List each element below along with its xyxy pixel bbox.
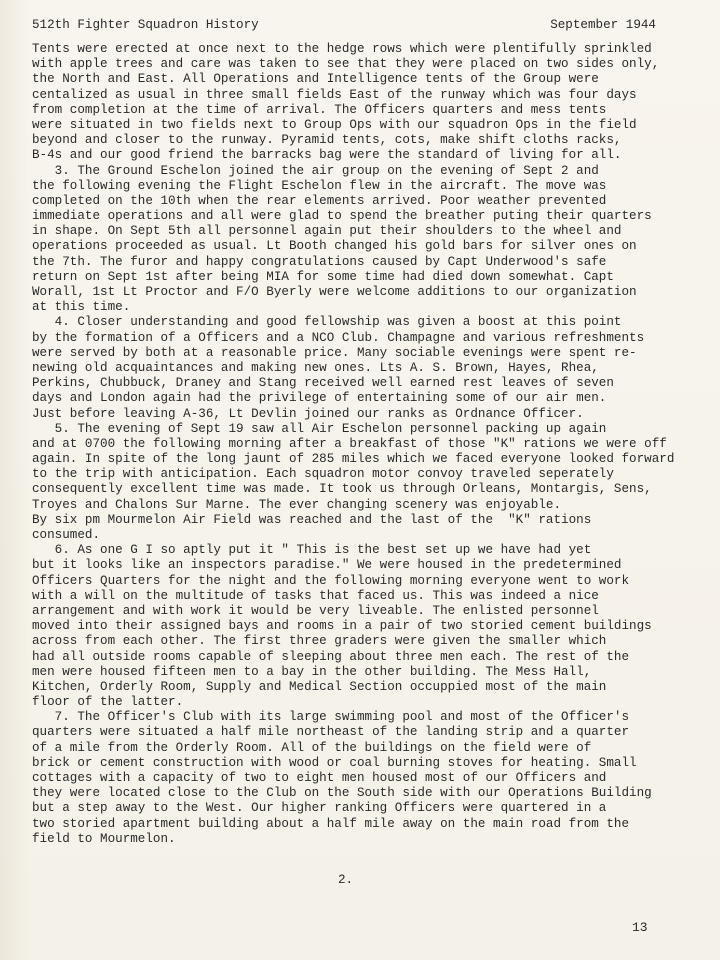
text-line: Tents were erected at once next to the hedge rows which were plentifully sprinkled bbox=[32, 42, 652, 56]
text-line: of a mile from the Orderly Room. All of the buildings on the field were of bbox=[32, 740, 592, 755]
text-line: B-4s and our good friend the barracks bag were the standard of living for all. bbox=[32, 148, 622, 163]
text-line: Officers Quarters for the night and the following morning everyone went to work bbox=[32, 573, 630, 588]
text-line: centalized as usual in three small fields East of the runway which was four days bbox=[32, 87, 637, 102]
text-line: Just before leaving A-36, Lt Devlin joined our ranks as Ordnance Officer. bbox=[32, 406, 584, 421]
folio-number: 13 bbox=[632, 920, 648, 935]
text-line: newing old acquaintances and making new ones. Lts A. S. Brown, Hayes, Rhea, bbox=[32, 360, 599, 375]
text-line: moved into their assigned bays and rooms in a pair of two storied cement buildings bbox=[32, 619, 652, 634]
text-line: with a will on the multitude of tasks that faced us. This was indeed a nice bbox=[32, 588, 599, 603]
text-line: field to Mourmelon. bbox=[32, 831, 176, 846]
text-line: the North and East. All Operations and Intelligence tents of the Group were bbox=[32, 72, 599, 87]
text-line: again. In spite of the long jaunt of 285 miles which we faced everyone looked forward bbox=[32, 452, 675, 467]
text-line: 4. Closer understanding and good fellowship was given a boost at this point bbox=[32, 315, 622, 330]
page-number: 2. bbox=[338, 873, 354, 887]
text-line: to the trip with anticipation. Each squadron motor convoy traveled seperately bbox=[32, 467, 614, 482]
page-edge-shading bbox=[0, 0, 30, 960]
text-line: at this time. bbox=[32, 300, 131, 315]
text-line: but a step away to the West. Our higher ranking Officers were quartered in a bbox=[32, 801, 607, 816]
text-line: cottages with a capacity of two to eight men housed most of our Officers and bbox=[32, 771, 607, 785]
text-line: had all outside rooms capable of sleeping about three men each. The rest of the bbox=[32, 649, 630, 664]
text-line: By six pm Mourmelon Air Field was reached and the last of the "K" rations bbox=[32, 512, 592, 527]
text-line: from completion at the time of arrival. The Officers quarters and mess tents bbox=[32, 102, 607, 117]
text-line: were situated in two fields next to Group Ops with our squadron Ops in the field bbox=[32, 117, 637, 132]
text-line: brick or cement construction with wood or coal burning stoves for heating. Small bbox=[32, 755, 637, 770]
text-line: the 7th. The furor and happy congratulations caused by Capt Underwood's safe bbox=[32, 254, 607, 269]
text-line: 7. The Officer's Club with its large swimming pool and most of the Officer's bbox=[32, 710, 630, 725]
text-line: but it looks like an inspectors paradise." We were housed in the predetermined bbox=[32, 558, 622, 573]
text-line: floor of the latter. bbox=[32, 695, 184, 710]
text-line: were served by both at a reasonable price. Many sociable evenings were spent re- bbox=[32, 345, 637, 360]
text-line: across from each other. The first three graders were given the smaller which bbox=[32, 634, 607, 649]
text-line: two storied apartment building about a half mile away on the main road from the bbox=[32, 816, 630, 831]
body-text bbox=[32, 42, 702, 847]
text-line: days and London again had the privilege of entertaining some of our air men. bbox=[32, 391, 607, 406]
text-line: beyond and closer to the runway. Pyramid tents, cots, make shift cloths racks, bbox=[32, 133, 622, 148]
text-line: quarters were situated a half mile northeast of the landing strip and a quarter bbox=[32, 725, 630, 740]
text-line: arrangement and with work it would be very liveable. The enlisted personnel bbox=[32, 603, 599, 618]
text-line: men were housed fifteen men to a bay in the other building. The Mess Hall, bbox=[32, 664, 592, 679]
text-line: Troyes and Chalons Sur Marne. The ever changing scenery was enjoyable. bbox=[32, 497, 562, 512]
text-line: 3. The Ground Eschelon joined the air group on the evening of Sept 2 and bbox=[32, 163, 599, 178]
text-line: in shape. On Sept 5th all personnel again put their shoulders to the wheel and bbox=[32, 224, 622, 239]
text-line: with apple trees and care was taken to see that they were placed on two sides only, bbox=[32, 57, 660, 72]
document-date: September 1944 bbox=[550, 18, 656, 32]
text-line: 6. As one G I so aptly put it " This is the best set up we have had yet bbox=[32, 543, 592, 558]
page-header bbox=[32, 18, 656, 34]
text-line: completed on the 10th when the rear elements arrived. Poor weather prevented bbox=[32, 193, 607, 208]
text-line: 5. The evening of Sept 19 saw all Air Eschelon personnel packing up again bbox=[32, 421, 607, 436]
text-line: operations proceeded as usual. Lt Booth changed his gold bars for silver ones on bbox=[32, 239, 637, 254]
text-line: by the formation of a Officers and a NCO Club. Champagne and various refreshments bbox=[32, 330, 645, 345]
text-line: and at 0700 the following morning after a breakfast of those "K" rations we were off bbox=[32, 436, 667, 451]
document-title: 512th Fighter Squadron History bbox=[32, 18, 259, 32]
text-line: Kitchen, Orderly Room, Supply and Medical Section occuppied most of the main bbox=[32, 679, 607, 694]
text-line: return on Sept 1st after being MIA for some time had died down somewhat. Capt bbox=[32, 269, 614, 284]
text-line: Perkins, Chubbuck, Draney and Stang received well earned rest leaves of seven bbox=[32, 376, 614, 391]
text-line: the following evening the Flight Eschelon flew in the aircraft. The move was bbox=[32, 178, 607, 193]
text-line: consequently excellent time was made. It took us through Orleans, Montargis, Sens, bbox=[32, 482, 652, 497]
text-line: Worall, 1st Lt Proctor and F/O Byerly were welcome additions to our organization bbox=[32, 285, 637, 299]
text-line: they were located close to the Club on the South side with our Operations Building bbox=[32, 786, 652, 801]
text-line: consumed. bbox=[32, 528, 101, 542]
text-line: immediate operations and all were glad to spend the breather puting their quarters bbox=[32, 209, 652, 224]
